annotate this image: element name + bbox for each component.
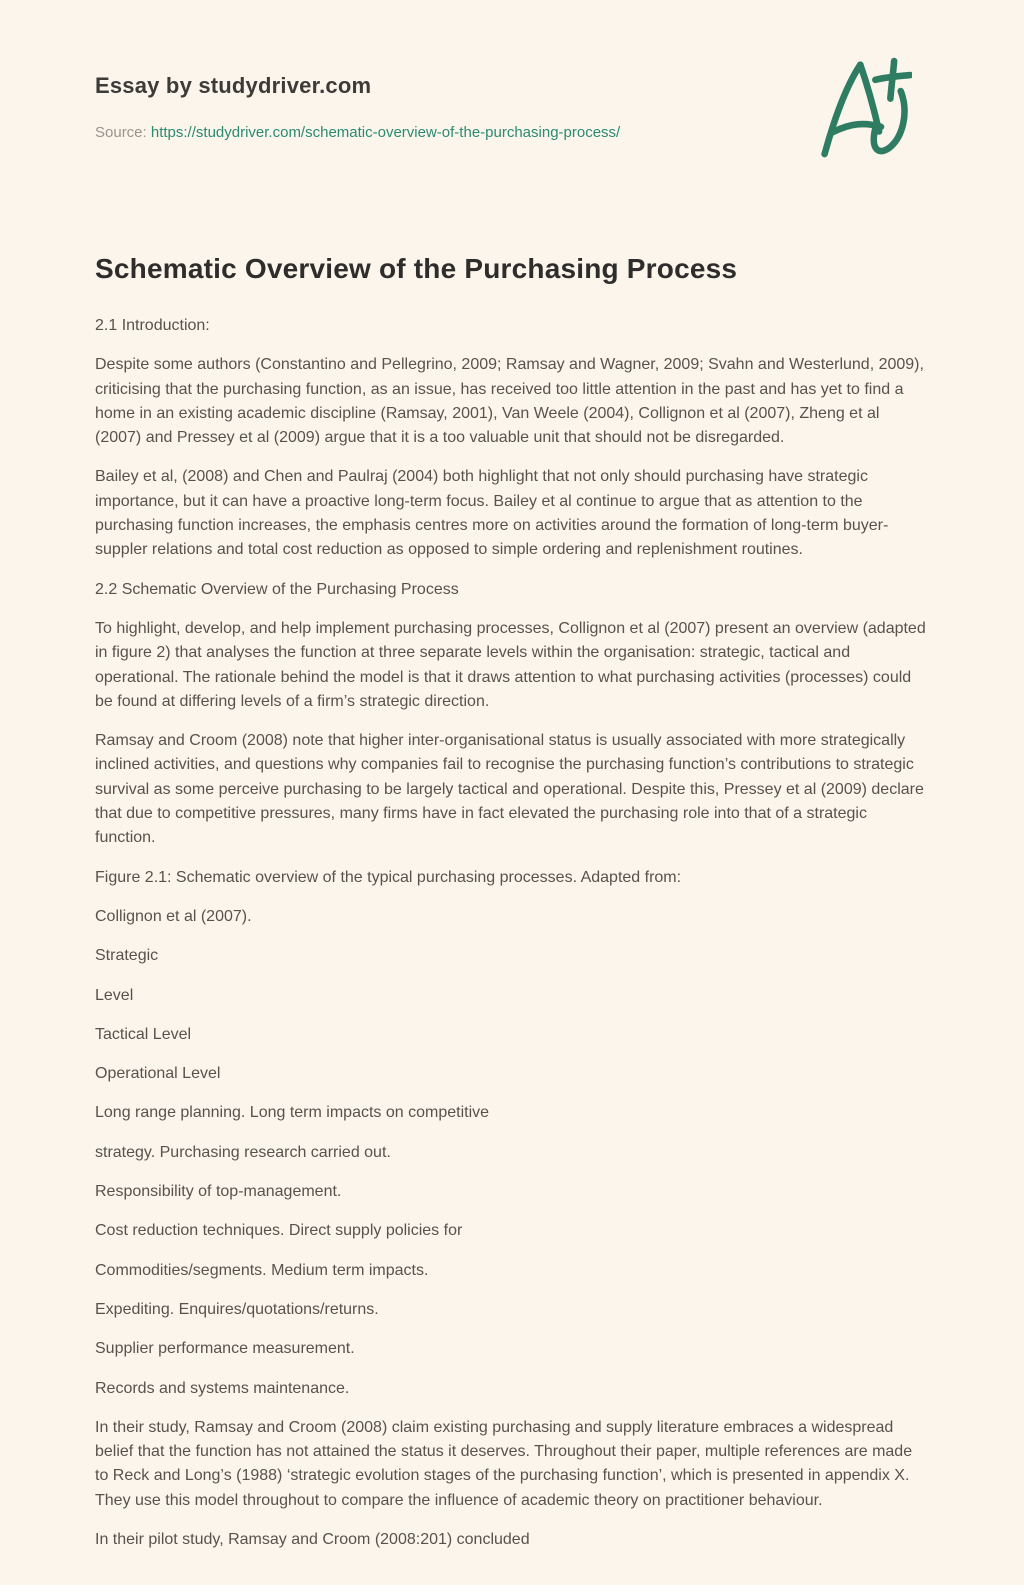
- paragraph: Long range planning. Long term impacts on competitive: [95, 1104, 490, 1122]
- paragraph: Operational Level: [95, 1065, 221, 1083]
- paragraph: Bailey et al, (2008) and Chen and Paulraj (2004) both highlight that not only should purchasing have strategic importance, but it can have a proactive long-term focus. Bailey et al continue to argue that as attention to the purchasing function increases, the emphasis centres more on activities around the formation of long-term buyer-suppler relations and total cost reduction as opposed to simple ordering and replenishment routines.: [95, 468, 889, 559]
- article-title: Schematic Overview of the Purchasing Process: [95, 253, 738, 284]
- paragraph: Collignon et al (2007).: [95, 907, 252, 925]
- paragraph: To highlight, develop, and help implement purchasing processes, Collignon et al (2007) present an overview (adapted in figure 2) that analyses the function at three separate levels within the organisation: strategic, tactical and operational. The rationale behind the model is that it draws attention to what purchasing activities (processes) could be found at differing levels of a firm’s strategic direction.: [95, 619, 926, 710]
- source-link[interactable]: https://studydriver.com/schematic-overview-of-the-purchasing-process/: [150, 124, 621, 141]
- paragraph: Responsibility of top-management.: [95, 1183, 342, 1201]
- paragraph: Figure 2.1: Schematic overview of the typical purchasing processes. Adapted from:: [95, 868, 682, 886]
- bottom-strip: [0, 1585, 1024, 1593]
- paragraph: Records and systems maintenance.: [95, 1379, 350, 1397]
- paragraph: Expediting. Enquires/quotations/returns.: [95, 1300, 379, 1318]
- paragraph: In their study, Ramsay and Croom (2008) claim existing purchasing and supply literature embraces a widespread belief that the function has not attained the status it deserves. Throughout their paper, multiple references are made to Reck and Long’s (1988) ‘strategic evolution stages of the purchasing function’, which is presented in appendix X. They use this model throughout to compare the influence of academic theory on practitioner behaviour.: [95, 1418, 913, 1509]
- paragraph: Supplier performance measurement.: [95, 1340, 355, 1358]
- article-body: [95, 314, 929, 1552]
- a-plus-logo-icon: [818, 56, 912, 160]
- paragraph: Level: [95, 986, 134, 1004]
- paragraph: Despite some authors (Constantino and Pellegrino, 2009; Ramsay and Wagner, 2009; Svahn and Westerlund, 2009), criticising that the purchasing function, as an issue, has received too little attention in the past and has yet to find a home in an existing academic discipline (Ramsay, 2001), Van Weele (2004), Collignon et al (2007), Zheng et al (2007) and Pressey et al (2009) argue that it is a too valuable unit that should not be disregarded.: [95, 356, 924, 447]
- source-row: [95, 122, 929, 143]
- paragraph: 2.1 Introduction:: [95, 317, 210, 334]
- page-header: [95, 72, 929, 143]
- source-label: Source:: [95, 124, 147, 141]
- paragraph: Commodities/segments. Medium term impacts.: [95, 1261, 429, 1279]
- paragraph: In their pilot study, Ramsay and Croom (2008:201) concluded: [95, 1530, 530, 1548]
- header-title: Essay by studydriver.com: [95, 73, 372, 98]
- paragraph: Ramsay and Croom (2008) note that higher inter-organisational status is usually associated with more strategically inclined activities, and questions why companies fail to recognise the purchasing function’s contributions to strategic survival as some perceive purchasing to be largely tactical and operational. Despite this, Pressey et al (2009) declare that due to competitive pressures, many firms have in fact elevated the purchasing role into that of a strategic function.: [95, 732, 924, 847]
- paragraph: Cost reduction techniques. Direct supply policies for: [95, 1222, 463, 1240]
- paragraph: strategy. Purchasing research carried out.: [95, 1143, 391, 1161]
- paragraph: Tactical Level: [95, 1025, 192, 1043]
- paragraph: 2.2 Schematic Overview of the Purchasing Process: [95, 580, 459, 598]
- paragraph: Strategic: [95, 947, 159, 965]
